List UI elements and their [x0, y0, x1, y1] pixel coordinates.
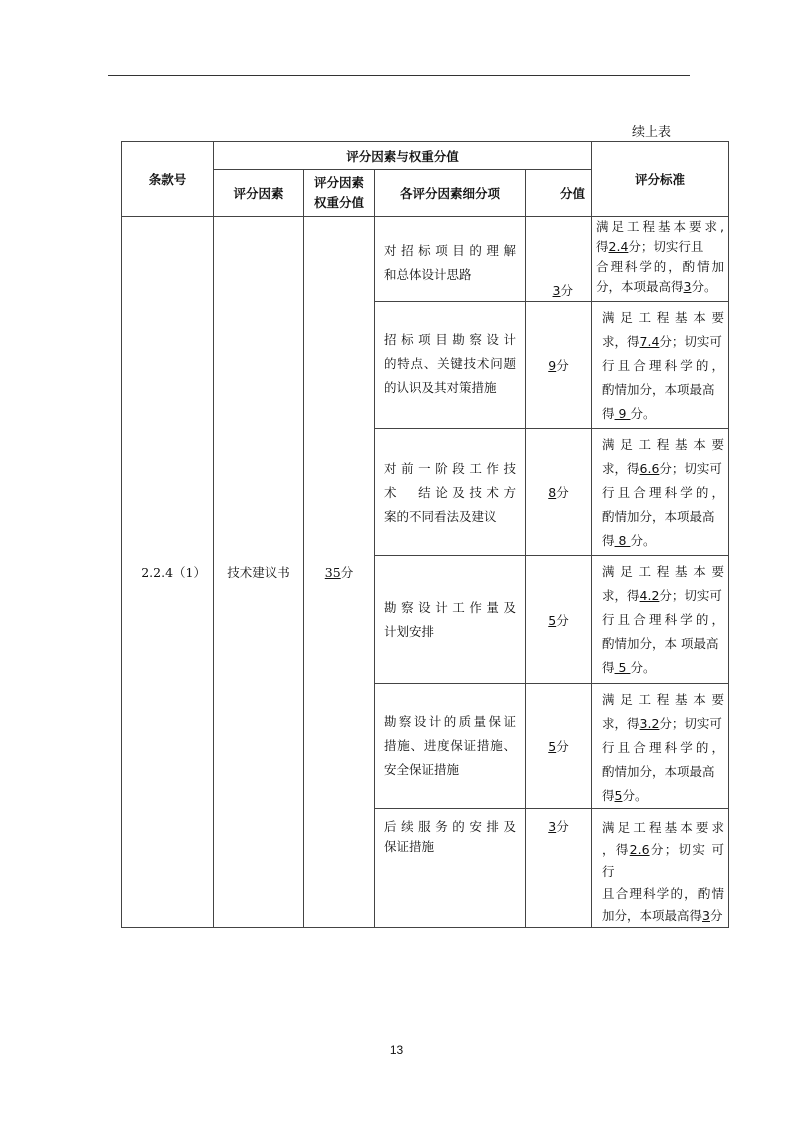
header-score: 分值 [526, 170, 592, 217]
score-value: 3分 [526, 809, 592, 928]
header-factor: 评分因素 [214, 170, 304, 217]
score-value: 9分 [526, 302, 592, 429]
subitem-cell: 对招标项目的理解 和总体设计思路 [375, 217, 526, 302]
standard-cell: 满足工程基本要求 ，得2.6分；切实 可行 且合理科学的，酌情 加分，本项最高得3分 [592, 809, 729, 928]
subitem-cell: 对前一阶段工作技 术 结论及技术方 案的不同看法及建议 [375, 429, 526, 556]
standard-cell: 满足工程基本要 求，得6.6分；切实可 行且合理科学的， 酌情加分，本项最高 得 8 分。 [592, 429, 729, 556]
subitem-cell: 招标项目勘察设计 的特点、关键技术问题 的认识及其对策措施 [375, 302, 526, 429]
clause-number: 2.2.4（1） [122, 217, 214, 928]
score-value: 8分 [526, 429, 592, 556]
continued-label: 续上表 [632, 125, 672, 140]
header-standard: 评分标准 [592, 142, 729, 217]
scoring-table [121, 141, 729, 928]
page-number: 13 [389, 1043, 404, 1057]
score-value: 5分 [526, 556, 592, 684]
factor-name: 技术建议书 [214, 217, 304, 928]
subitem-cell: 勘察设计的质量保证 措施、进度保证措施、 安全保证措施 [375, 684, 526, 809]
standard-cell: 满足工程基本要 求，得7.4分；切实可 行且合理科学的， 酌情加分，本项最高 得 9 分。 [592, 302, 729, 429]
header-group: 评分因素与权重分值 [214, 142, 592, 170]
standard-cell: 满足工程基本要求, 得2.4分；切实行且 合理科学的，酌情加 分，本项最高得3分。 [592, 217, 729, 302]
weight-value: 35分 [304, 217, 375, 928]
standard-cell: 满足工程基本要 求，得4.2分；切实可 行且合理科学的， 酌情加分，本 项最高 得 5 分。 [592, 556, 729, 684]
score-value: 3分 [526, 217, 592, 302]
header-subitem: 各评分因素细分项 [375, 170, 526, 217]
header-rule [108, 75, 690, 76]
header-clause-no: 条款号 [122, 142, 214, 217]
subitem-cell: 勘察设计工作量及 计划安排 [375, 556, 526, 684]
score-value: 5分 [526, 684, 592, 809]
header-weight: 评分因素 权重分值 [304, 170, 375, 217]
standard-cell: 满足工程基本要 求，得3.2分；切实可 行且合理科学的， 酌情加分，本项最高 得5分。 [592, 684, 729, 809]
subitem-cell: 后续服务的安排及 保证措施 [375, 809, 526, 928]
table-row [122, 217, 729, 302]
